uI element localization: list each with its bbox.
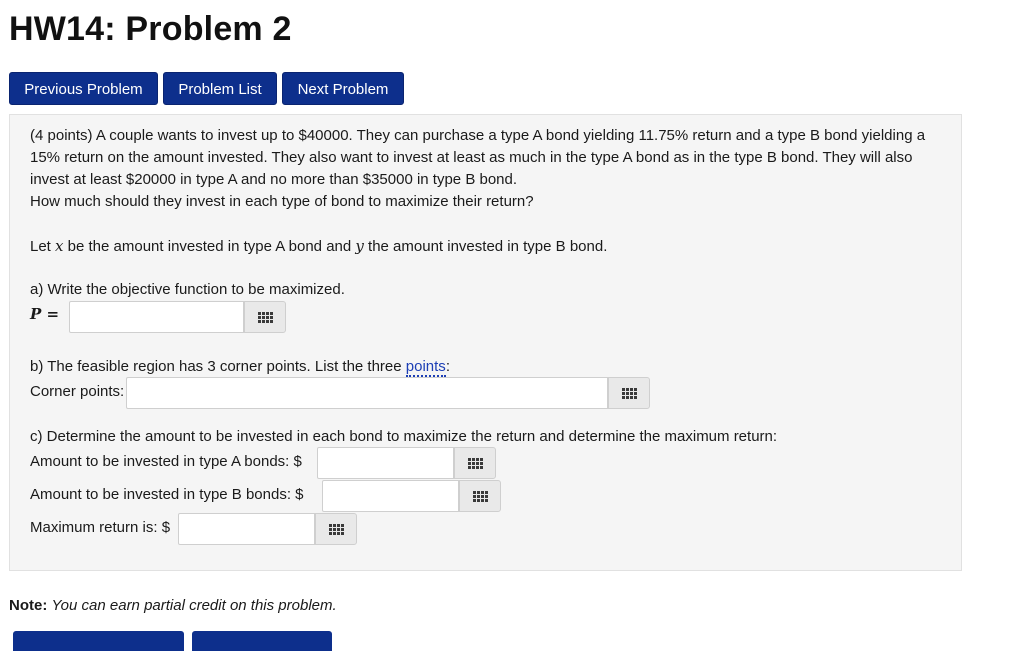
amount-a-palette-button[interactable] bbox=[454, 447, 496, 479]
submit-button-partial[interactable] bbox=[13, 631, 184, 651]
corner-points-input[interactable] bbox=[126, 377, 608, 409]
amount-b-label: Amount to be invested in type B bonds: $ bbox=[30, 486, 304, 503]
problem-list-button[interactable]: Problem List bbox=[163, 72, 277, 105]
max-return-label: Maximum return is: $ bbox=[30, 519, 171, 536]
variable-x: x bbox=[55, 237, 64, 255]
problem-text-line-1: (4 points) A couple wants to invest up to $40000. They can purchase a type A bond yielding 11.75% return and a type B bond yielding a bbox=[30, 127, 926, 144]
partial-credit-note: Note: You can earn partial credit on this problem. bbox=[9, 597, 337, 614]
variable-definition: Let x be the amount invested in type A bond and y the amount invested in type B bond. bbox=[30, 237, 608, 255]
equation-palette-icon bbox=[622, 388, 637, 399]
corner-points-label: Corner points: bbox=[30, 383, 125, 400]
equation-palette-icon bbox=[473, 491, 488, 502]
part-b-prompt: b) The feasible region has 3 corner points. List the three points: bbox=[30, 358, 450, 375]
points-help-link[interactable]: points bbox=[405, 358, 446, 375]
objective-input[interactable] bbox=[69, 301, 244, 333]
amount-b-input[interactable] bbox=[322, 480, 459, 512]
equation-palette-icon bbox=[329, 524, 344, 535]
previous-problem-button[interactable]: Previous Problem bbox=[9, 72, 158, 105]
max-return-input[interactable] bbox=[178, 513, 315, 545]
amount-b-palette-button[interactable] bbox=[459, 480, 501, 512]
problem-panel bbox=[9, 114, 962, 571]
part-a-prompt: a) Write the objective function to be maximized. bbox=[30, 281, 345, 298]
next-problem-button[interactable]: Next Problem bbox=[282, 72, 404, 105]
problem-text-line-3: invest at least $20000 in type A and no more than $35000 in type B bond. bbox=[30, 171, 518, 188]
corner-points-palette-button[interactable] bbox=[608, 377, 650, 409]
equation-palette-icon bbox=[258, 312, 273, 323]
equation-palette-icon bbox=[468, 458, 483, 469]
part-c-prompt: c) Determine the amount to be invested in each bond to maximize the return and determine the maximum return: bbox=[30, 428, 778, 445]
objective-label: P = bbox=[30, 305, 60, 323]
problem-question: How much should they invest in each type of bond to maximize their return? bbox=[30, 193, 534, 210]
max-return-palette-button[interactable] bbox=[315, 513, 357, 545]
variable-y: y bbox=[355, 237, 364, 255]
check-answers-button-partial[interactable] bbox=[192, 631, 332, 651]
problem-text-line-2: 15% return on the amount invested. They also want to invest at least as much in the type A bond as in the type B bond. They will also bbox=[30, 149, 913, 166]
objective-palette-button[interactable] bbox=[244, 301, 286, 333]
amount-a-label: Amount to be invested in type A bonds: $ bbox=[30, 453, 302, 470]
amount-a-input[interactable] bbox=[317, 447, 454, 479]
page-title: HW14: Problem 2 bbox=[9, 10, 292, 48]
